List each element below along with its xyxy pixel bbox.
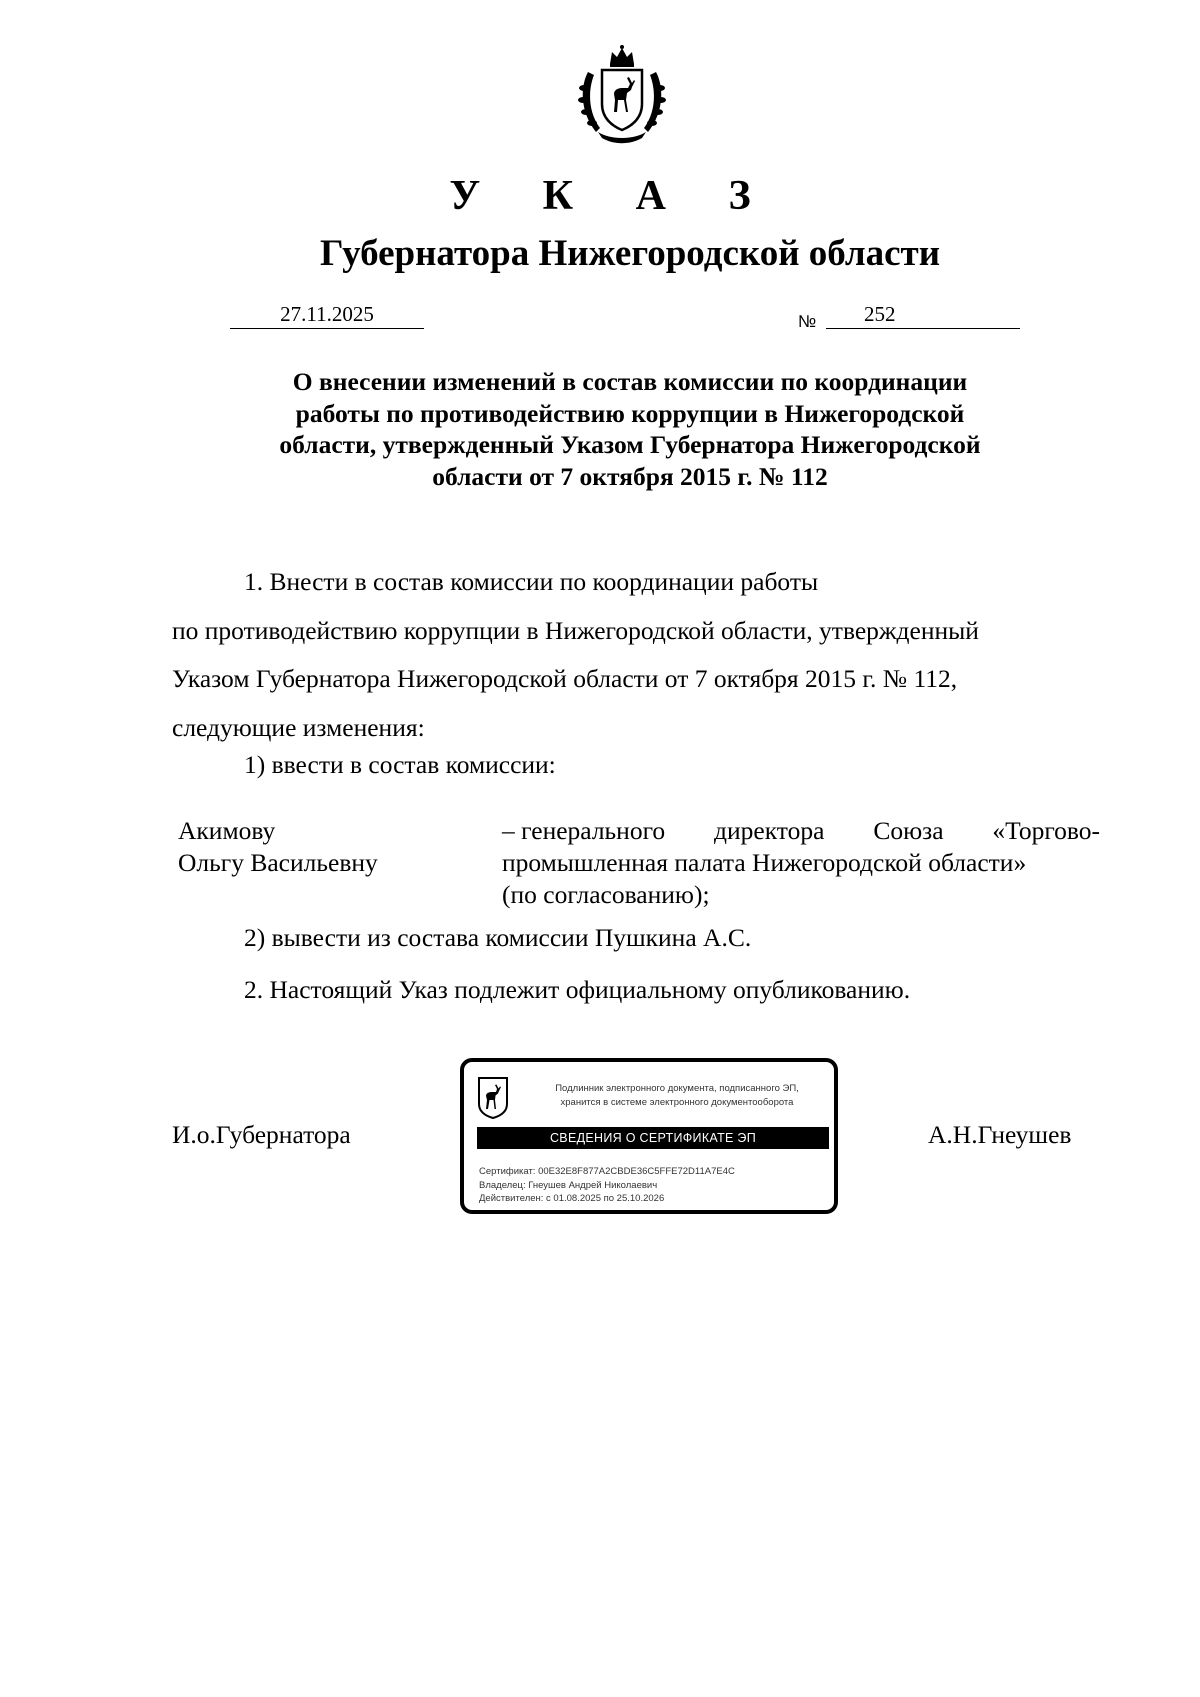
word: координации	[592, 567, 735, 596]
number-label: №	[798, 312, 817, 331]
member-description-line: (по согласованию);	[502, 880, 710, 909]
certificate-info-bar: СВЕДЕНИЯ О СЕРТИФИКАТЕ ЭП	[477, 1127, 829, 1149]
member-description	[502, 815, 1100, 911]
subitem-2: 2) вывести из состава комиссии Пушкина А.С.	[244, 923, 752, 952]
heading-line: О внесении изменений в состав комиссии по координации	[292, 367, 968, 396]
coat-of-arms-icon	[570, 42, 674, 146]
member-surname: Акимову	[178, 816, 276, 845]
word: «Торгово-	[992, 816, 1100, 845]
word: комиссии	[450, 567, 554, 596]
paragraph-line: Указом Губернатора Нижегородской области от 7 октября 2015 г. № 112,	[172, 664, 958, 693]
word: работы	[740, 567, 819, 596]
deer-shield-icon	[477, 1076, 509, 1120]
subitem-1: 1) ввести в состав комиссии:	[244, 750, 556, 779]
certificate-owner: Владелец: Гнеушев Андрей Николаевич	[479, 1179, 658, 1191]
word: – генерального	[502, 816, 666, 845]
electronic-signature-stamp	[460, 1058, 838, 1214]
paragraph-1	[172, 558, 1088, 752]
word: Внести	[269, 567, 349, 596]
paragraph-line: следующие изменения:	[172, 712, 425, 742]
stamp-notice-line: хранится в системе электронного документооборота	[560, 1097, 794, 1108]
word: директора	[714, 816, 825, 845]
document-number-field	[826, 303, 1020, 329]
signatory-name: А.Н.Гнеушев	[928, 1120, 1072, 1149]
member-description-line	[502, 815, 1100, 847]
word: по	[559, 567, 587, 596]
word: в	[354, 567, 367, 596]
heading-line: работы по противодействию коррупции в Нижегородской	[295, 398, 965, 428]
certificate-validity: Действителен: с 01.08.2025 по 25.10.2026	[479, 1193, 665, 1204]
issuer-title: Губернатора Нижегородской области	[319, 233, 941, 274]
heading-line: области, утвержденный Указом Губернатора Нижегородской	[279, 430, 981, 459]
document-type-title: У К А З	[449, 173, 777, 219]
member-name	[178, 815, 378, 879]
member-description-line: промышленная палата Нижегородской области»	[502, 848, 1027, 877]
document-number: 252	[864, 302, 896, 326]
word: 1.	[244, 567, 264, 596]
paragraph-line: по противодействию коррупции в Нижегородской области, утвержденный	[172, 615, 979, 645]
stamp-notice-line: Подлинник электронного документа, подписанного ЭП,	[555, 1083, 799, 1094]
word: Союза	[873, 816, 944, 845]
document-heading	[0, 366, 1200, 492]
certificate-serial: Сертификат: 00E32E8F877A2CBDE36C5FFE72D11A7E4C	[479, 1166, 735, 1177]
paragraph-2: 2. Настоящий Указ подлежит официальному опубликованию.	[244, 975, 911, 1004]
word: состав	[373, 567, 444, 596]
member-given-names: Ольгу Васильевну	[178, 848, 378, 877]
paragraph-line-justified	[172, 558, 1088, 607]
signatory-position: И.о.Губернатора	[172, 1120, 351, 1149]
certificate-details	[479, 1165, 735, 1206]
heading-line: области от 7 октября 2015 г. № 112	[432, 461, 828, 491]
document-date: 27.11.2025	[230, 303, 424, 329]
